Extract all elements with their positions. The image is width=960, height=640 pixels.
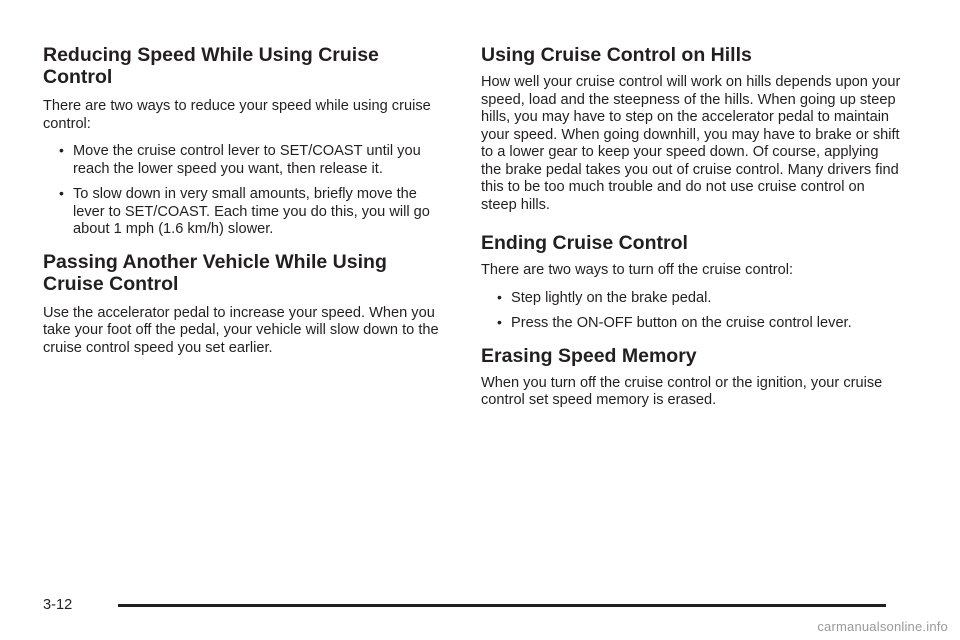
hills-body: How well your cruise control will work on hills depends upon your speed, load and the steepness of the hills. When going up steep hills, you may have to step on the accelerator pedal to maintain your speed. When going downhill, you may have to brake or shift to a lower gear to keep your speed down. Of course, applying the brake pedal takes you out of cruise control. Many drivers find this to be too much trouble and do not use cruise control on steep hills. [481,74,901,213]
section-title-erasing-memory: Erasing Speed Memory [481,344,697,367]
footer-divider [118,604,886,607]
bullet-icon: • [497,314,502,330]
list-item-text: Move the cruise control lever to SET/COAST until you reach the lower speed you want, then release it. [73,143,421,177]
bullet-icon: • [59,185,64,201]
watermark: carmanualsonline.info [817,619,948,634]
section-title-reducing-speed: Reducing Speed While Using Cruise Control [43,44,379,88]
ending-cruise-list [481,290,901,333]
reducing-speed-list [43,143,448,239]
passing-vehicle-body: Use the accelerator pedal to increase your speed. When you take your foot off the pedal, your vehicle will slow down to the cruise control speed you set earlier. [43,304,439,356]
list-item [43,143,448,178]
list-item [481,290,901,308]
erasing-memory-body: When you turn off the cruise control or the ignition, your cruise control set speed memory is erased. [481,374,883,408]
page-number: 3-12 [43,597,73,613]
right-column [481,44,901,420]
list-item [481,315,901,333]
section-title-hills: Using Cruise Control on Hills [481,44,752,66]
ending-cruise-intro: There are two ways to turn off the cruise control: [481,262,794,278]
section-title-passing-vehicle: Passing Another Vehicle While Using Cruise Control [43,250,387,295]
list-item-text: Step lightly on the brake pedal. [511,289,712,306]
list-item-text: To slow down in very small amounts, briefly move the lever to SET/COAST. Each time you do this, you will go about 1 mph (1.6 km/h) slower. [73,186,430,237]
reducing-speed-intro: There are two ways to reduce your speed while using cruise control: [43,98,431,132]
list-item-text: Press the ON-OFF button on the cruise control lever. [511,315,852,331]
list-item [43,186,448,239]
section-title-ending-cruise: Ending Cruise Control [481,232,688,254]
left-column [43,44,448,367]
bullet-icon: • [497,288,502,305]
bullet-icon: • [59,142,64,158]
